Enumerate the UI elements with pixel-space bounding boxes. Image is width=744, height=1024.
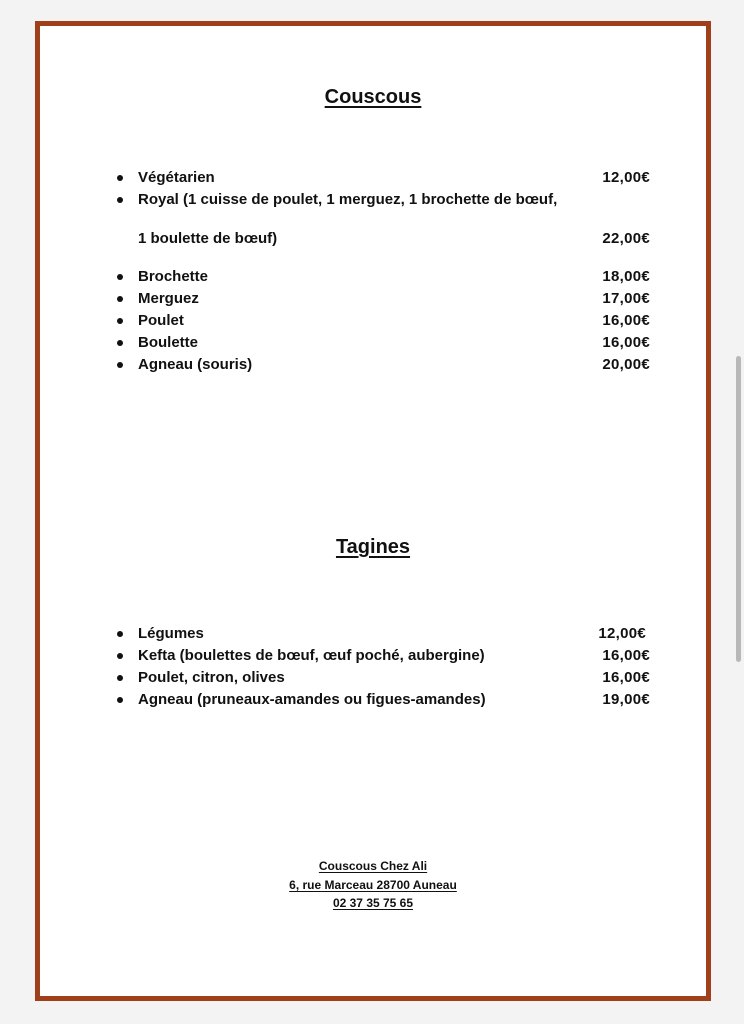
item-name: Royal (1 cuisse de poulet, 1 merguez, 1 brochette de bœuf, bbox=[138, 191, 558, 208]
bullet-icon bbox=[117, 675, 123, 681]
bullet-icon bbox=[117, 653, 123, 659]
bullet-icon bbox=[117, 340, 123, 346]
item-price: 18,00€ bbox=[602, 268, 650, 285]
bullet-icon bbox=[117, 175, 123, 181]
menu-item-kefta bbox=[40, 645, 706, 667]
menu-item-poulet bbox=[40, 310, 706, 332]
item-price: 22,00€ bbox=[602, 230, 650, 247]
item-name: Légumes bbox=[138, 625, 204, 642]
bullet-icon bbox=[117, 296, 123, 302]
item-price: 20,00€ bbox=[602, 356, 650, 373]
item-price: 16,00€ bbox=[602, 312, 650, 329]
couscous-section-title: Couscous bbox=[324, 86, 422, 108]
item-name: Boulette bbox=[138, 334, 198, 351]
item-price: 19,00€ bbox=[602, 691, 650, 708]
item-name: Poulet bbox=[138, 312, 184, 329]
bullet-icon bbox=[117, 697, 123, 703]
item-price: 12,00€ bbox=[602, 169, 650, 186]
scrollbar-thumb[interactable] bbox=[736, 356, 741, 662]
item-name: Merguez bbox=[138, 290, 199, 307]
menu-item-boulette bbox=[40, 332, 706, 354]
restaurant-name: Couscous Chez Ali bbox=[318, 859, 428, 873]
item-name: Poulet, citron, olives bbox=[138, 669, 285, 686]
menu-item-royal bbox=[40, 189, 706, 211]
menu-item-agneau-pruneaux bbox=[40, 689, 706, 711]
item-price: 16,00€ bbox=[602, 334, 650, 351]
bullet-icon bbox=[117, 274, 123, 280]
item-name: Agneau (pruneaux-amandes ou figues-amandes) bbox=[138, 691, 486, 708]
item-name: Agneau (souris) bbox=[138, 356, 253, 373]
restaurant-phone: 02 37 35 75 65 bbox=[332, 896, 414, 910]
bullet-icon bbox=[117, 318, 123, 324]
restaurant-footer bbox=[40, 857, 706, 913]
bullet-icon bbox=[117, 197, 123, 203]
bullet-icon bbox=[117, 631, 123, 637]
item-name: Brochette bbox=[138, 268, 209, 285]
menu-item-brochette bbox=[40, 266, 706, 288]
menu-item-legumes bbox=[40, 623, 706, 645]
menu-page bbox=[35, 21, 711, 1001]
item-price: 16,00€ bbox=[602, 647, 650, 664]
menu-item-poulet-citron bbox=[40, 667, 706, 689]
item-price: 16,00€ bbox=[602, 669, 650, 686]
bullet-icon bbox=[117, 362, 123, 368]
menu-item-vegetarien bbox=[40, 167, 706, 189]
item-name-continuation: 1 boulette de bœuf) bbox=[138, 230, 278, 247]
item-name: Végétarien bbox=[138, 169, 215, 186]
item-price: 12,00€ bbox=[598, 625, 646, 642]
menu-item-merguez bbox=[40, 288, 706, 310]
item-name: Kefta (boulettes de bœuf, œuf poché, aubergine) bbox=[138, 647, 485, 664]
restaurant-address: 6, rue Marceau 28700 Auneau bbox=[289, 877, 457, 892]
scrollbar[interactable] bbox=[734, 0, 744, 1024]
tagines-section-title: Tagines bbox=[335, 536, 411, 558]
menu-item-agneau-souris bbox=[40, 354, 706, 376]
item-price: 17,00€ bbox=[602, 290, 650, 307]
